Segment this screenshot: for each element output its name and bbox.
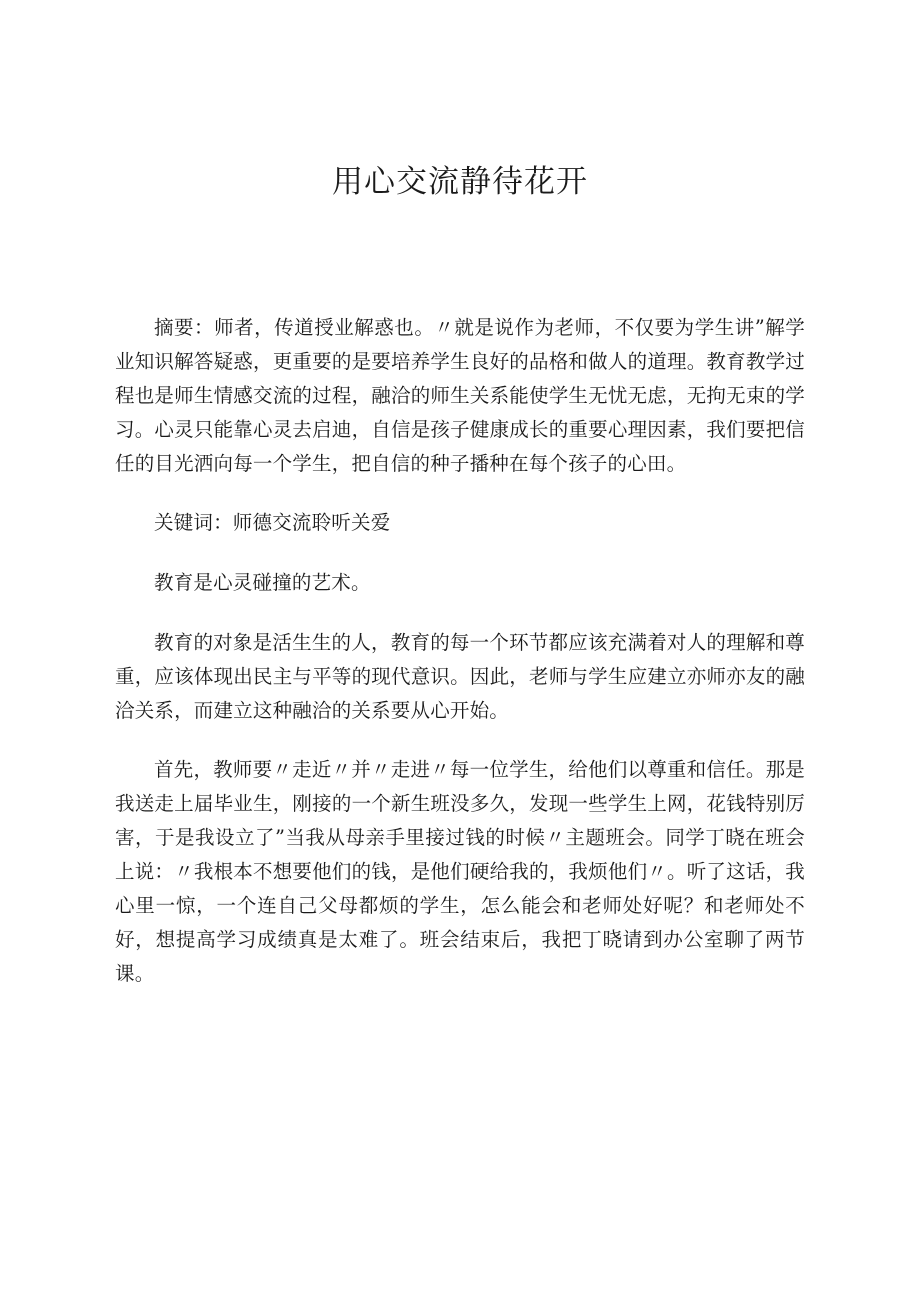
body-paragraph: 首先，教师要〃走近〃并〃走进〃每一位学生，给他们以尊重和信任。那是我送走上届毕业生，刚接的一个新生班没多久，发现一些学生上网，花钱特别厉害，于是我设立了”当我从母亲手里接过钱的时候〃主题班会。同学丁晓在班会上说：〃我根本不想要他们的钱，是他们硬给我的，我烦他们〃。听了这话，我心里一惊，一个连自己父母都烦的学生，怎么能会和老师处好呢？和老师处不好，想提高学习成绩真是太难了。班会结束后，我把丁晓请到办公室聊了两节课。 [115, 758, 805, 985]
page-title: 用心交流静待花开 [332, 164, 588, 200]
document-body [115, 311, 805, 1016]
intro-sentence: 教育是心灵碰撞的艺术。 [154, 571, 371, 594]
abstract-paragraph: 摘要：师者，传道授业解惑也。〃就是说作为老师，不仅要为学生讲”解学业知识解答疑惑，更重要的是要培养学生良好的品格和做人的道理。教育教学过程也是师生情感交流的过程，融洽的师生关系能使学生无忧无虑，无拘无束的学习。心灵只能靠心灵去启迪，自信是孩子健康成长的重要心理因素，我们要把信任的目光洒向每一个学生，把自信的种子播种在每个孩子的心田。 [115, 316, 805, 475]
keywords-paragraph: 关键词：师德交流聆听关爱 [154, 511, 391, 534]
body-paragraph: 教育的对象是活生生的人，教育的每一个环节都应该充满着对人的理解和尊重，应该体现出民主与平等的现代意识。因此，老师与学生应建立亦师亦友的融洽关系，而建立这种融洽的关系要从心开始。 [115, 631, 805, 722]
